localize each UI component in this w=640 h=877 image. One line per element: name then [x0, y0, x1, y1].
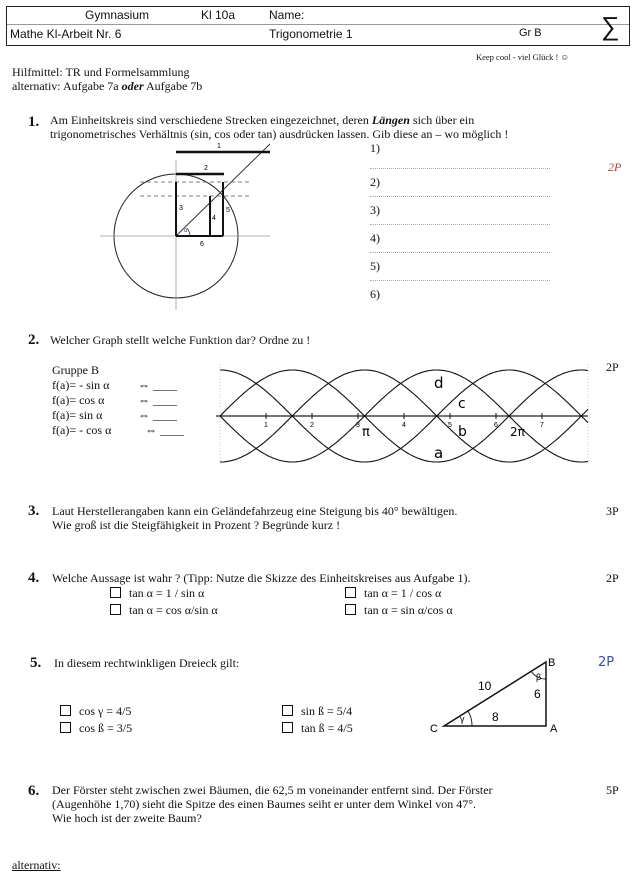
q1-number: 1.: [28, 114, 40, 130]
x-tick-label: 5: [448, 422, 452, 429]
q5-option-2[interactable]: sin ß = 5/4: [282, 704, 352, 719]
vertex-c: C: [430, 723, 438, 735]
graph-label-2pi: 2π: [510, 425, 525, 439]
checkbox[interactable]: [282, 705, 293, 716]
function-row[interactable]: f(a)= sin α ⇔ ____: [52, 408, 177, 422]
vertex-b: B: [548, 657, 556, 669]
seg-label-6: 6: [200, 241, 204, 248]
q4-option-4[interactable]: tan α = sin α/cos α: [345, 603, 453, 618]
class-label: Kl 10a: [201, 8, 236, 22]
graph-label-a: a: [434, 444, 444, 462]
seg-label-5: 5: [226, 207, 230, 214]
school-label: Gymnasium: [85, 8, 150, 22]
function-row[interactable]: f(a)= - sin α ⇔ ____: [52, 378, 177, 392]
graph-label-c: c: [458, 396, 466, 412]
function-row[interactable]: f(a)= cos α ⇔ ____: [52, 393, 177, 407]
checkbox[interactable]: [110, 604, 121, 615]
graph-label-d: d: [434, 374, 444, 392]
x-tick-label: 7: [540, 422, 544, 429]
function-row[interactable]: f(a)= - cos α ⇔ ____: [52, 423, 184, 437]
checkbox[interactable]: [110, 587, 121, 598]
checkbox[interactable]: [282, 722, 293, 733]
q3-text: Laut Herstellerangaben kann ein Geländefahrzeug eine Steigung bis 40° bewältigen. Wie groß ist die Steigfähigkeit in Prozent ? Begründe kurz !: [52, 504, 458, 532]
test-title: Mathe Kl-Arbeit Nr. 6: [10, 27, 122, 41]
q2-points: 2P: [606, 360, 619, 374]
unit-circle-figure: [100, 140, 270, 312]
q4-option-2[interactable]: tan α = 1 / cos α: [345, 586, 441, 601]
checkbox[interactable]: [60, 722, 71, 733]
aids-line-1: Hilfmittel: TR und Formelsammlung: [12, 65, 190, 79]
seg-label-2: 2: [204, 165, 208, 172]
q2-text: Welcher Graph stellt welche Funktion dar? Ordne zu !: [50, 333, 311, 347]
group-b-label: Gruppe B: [52, 363, 99, 377]
q4-points: 2P: [606, 571, 619, 585]
q1-points: 2P: [608, 160, 622, 174]
q6-number: 6.: [28, 783, 40, 799]
graph-ticks: [264, 413, 544, 429]
aids-line-2: alternativ: Aufgabe 7a oder Aufgabe 7b: [12, 79, 203, 93]
answer-2[interactable]: 2): [370, 169, 550, 197]
header-box: [6, 6, 630, 46]
answer-6[interactable]: 6): [370, 287, 380, 301]
q4-number: 4.: [28, 570, 40, 586]
q2-function-list: [52, 363, 212, 438]
answer-3[interactable]: 3): [370, 197, 550, 225]
q3-points: 3P: [606, 504, 619, 518]
alternativ-label: alternativ:: [12, 858, 61, 872]
vertex-a: A: [550, 723, 558, 735]
sigma-symbol: ∑: [601, 11, 620, 41]
seg-label-1: 1: [217, 143, 221, 150]
x-tick-label: 4: [402, 422, 406, 429]
svg-text:α: α: [184, 228, 188, 234]
side-ca-label: 8: [492, 710, 499, 724]
q1-text: Am Einheitskreis sind verschiedene Strecken eingezeichnet, deren Längen sich über ein trigonometrisches Verhältnis (sin, cos oder tan) ausdrücken lassen. Gib diese an – wo möglich !: [50, 113, 509, 141]
q2-number: 2.: [28, 332, 40, 348]
side-ab-label: 6: [534, 687, 541, 701]
group-label: Gr B: [519, 27, 542, 39]
header-divider: [7, 24, 629, 25]
graph-label-pi: π: [362, 425, 370, 440]
q1-answer-list: [370, 141, 550, 308]
answer-4[interactable]: 4): [370, 225, 550, 253]
name-label: Name:: [269, 8, 305, 22]
trig-graph: [212, 360, 592, 468]
checkbox[interactable]: [345, 587, 356, 598]
seg-label-4: 4: [212, 215, 216, 222]
hypotenuse-label: 10: [478, 679, 492, 693]
q5-points: 2P: [598, 655, 615, 670]
keep-cool-note: Keep cool - viel Glück ! ☺: [476, 52, 570, 62]
x-tick-label: 6: [494, 422, 498, 429]
topic-label: Trigonometrie 1: [269, 27, 353, 41]
beta-label: β: [536, 672, 542, 682]
answer-5[interactable]: 5): [370, 253, 550, 281]
q3-number: 3.: [28, 503, 40, 519]
answer-1[interactable]: 1): [370, 141, 550, 169]
q6-text: Der Förster steht zwischen zwei Bäumen, die 62,5 m voneinander entfernt sind. Der Förster (Augenhöhe 1,70) sieht die Spitze des einen Baumes seiht er unter dem Winkel von 47°. Wie hoch ist der zweite Baum?: [52, 783, 493, 825]
graph-label-b: b: [458, 424, 467, 440]
q5-number: 5.: [30, 655, 42, 671]
x-tick-label: 2: [310, 422, 314, 429]
x-tick-label: 3: [356, 422, 360, 429]
x-tick-label: 1: [264, 422, 268, 429]
q5-option-1[interactable]: cos γ = 4/5: [60, 704, 131, 719]
q6-points: 5P: [606, 783, 619, 797]
q4-text: Welche Aussage ist wahr ? (Tipp: Nutze die Skizze des Einheitskreises aus Aufgabe 1).: [52, 571, 471, 585]
gamma-label: γ: [460, 714, 465, 724]
q5-text: In diesem rechtwinkligen Dreieck gilt:: [54, 656, 240, 670]
q5-option-3[interactable]: cos ß = 3/5: [60, 721, 132, 736]
q5-option-4[interactable]: tan ß = 4/5: [282, 721, 353, 736]
checkbox[interactable]: [60, 705, 71, 716]
aids-block: [12, 65, 202, 93]
q4-option-1[interactable]: tan α = 1 / sin α: [110, 586, 204, 601]
right-triangle-figure: [428, 652, 568, 736]
q4-option-3[interactable]: tan α = cos α/sin α: [110, 603, 218, 618]
checkbox[interactable]: [345, 604, 356, 615]
seg-label-3: 3: [179, 205, 183, 212]
